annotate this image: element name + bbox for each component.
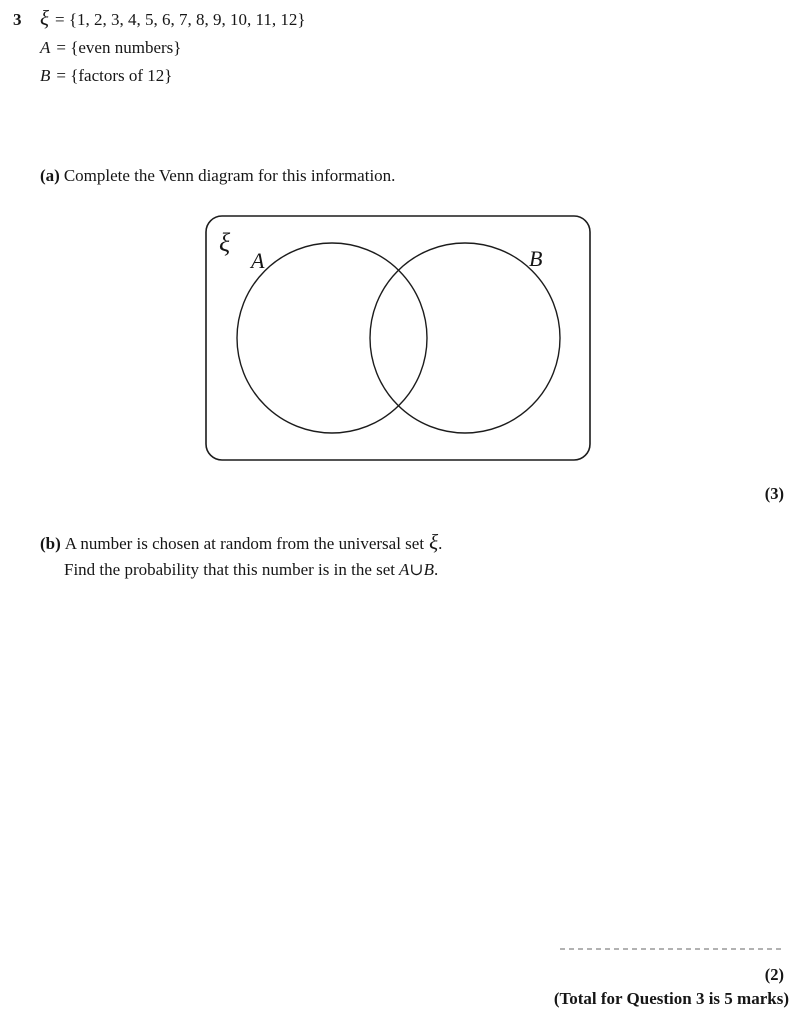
set-a-circle [237,243,427,433]
total-marks: (Total for Question 3 is 5 marks) [553,989,789,1008]
universal-set-value: = {1, 2, 3, 4, 5, 6, 7, 8, 9, 10, 11, 12} [55,10,306,29]
part-b-line2-period: . [434,560,439,579]
part-a-text: Complete the Venn diagram for this information. [63,166,396,185]
set-b-symbol: B [423,560,435,579]
set-b-symbol: B [40,66,51,85]
part-b-prompt-line1 [40,530,442,555]
set-a-value: = {even numbers} [56,38,182,57]
universal-set-definition [40,6,306,31]
part-a-prompt [40,166,395,186]
part-b-prompt-line2 [64,560,438,580]
venn-set-b-label: B [529,246,543,271]
venn-set-a-label: A [251,248,265,273]
set-a-definition [40,38,181,58]
part-b-line2-text: Find the probability that this number is in the set [64,560,395,579]
part-a-label: (a) [40,166,60,185]
xi-symbol: ξ [429,530,439,554]
part-b-line1-period: . [438,534,443,553]
set-b-value: = {factors of 12} [56,66,173,85]
part-b-label: (b) [40,534,61,553]
part-b-marks: (2) [764,965,784,984]
answer-dashed-line [560,948,784,950]
question-number: 3 [13,10,22,29]
set-a-symbol: A [399,560,410,579]
part-b-line1-text: A number is chosen at random from the universal set [64,534,425,553]
venn-diagram [205,214,592,467]
venn-universal-label: ξ [219,228,231,257]
set-b-circle [370,243,560,433]
venn-diagram-svg [205,214,592,462]
set-b-definition [40,66,172,86]
part-a-marks: (3) [764,484,784,503]
union-symbol: ∪ [409,560,424,579]
xi-symbol: ξ [40,6,49,30]
set-a-symbol: A [40,38,51,57]
